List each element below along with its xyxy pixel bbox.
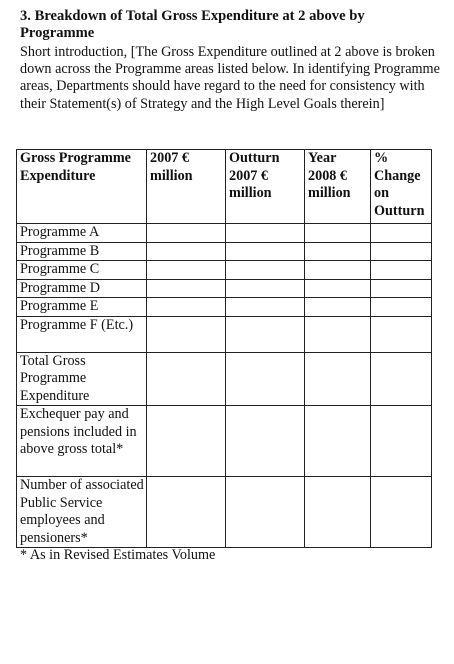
table-cell	[147, 242, 226, 261]
table-cell	[371, 298, 432, 317]
table-cell	[371, 261, 432, 280]
table-cell	[147, 316, 226, 352]
table-row	[17, 224, 432, 243]
table-row	[17, 406, 432, 477]
table-cell	[305, 406, 371, 477]
table-row	[17, 352, 432, 406]
table-row	[17, 316, 432, 352]
table-row	[17, 242, 432, 261]
table-cell	[147, 261, 226, 280]
intro-paragraph: Short introduction, [The Gross Expenditure outlined at 2 above is broken down across the Programme areas listed below. In identifying Programme areas, Departments should have regard to the need for consistency with their Statement(s) of Strategy and the High Level Goals therein]	[20, 44, 440, 112]
table-row	[17, 279, 432, 298]
row-label: Exchequer pay and pensions included in above gross total*	[17, 406, 147, 477]
table-cell	[305, 261, 371, 280]
table-cell	[226, 316, 305, 352]
table-cell	[226, 477, 305, 548]
table-cell	[305, 298, 371, 317]
table-row	[17, 298, 432, 317]
table-cell	[305, 352, 371, 406]
row-label: Number of associated Public Service employees and pensioners*	[17, 477, 147, 548]
header-2007: 2007 € million	[147, 150, 226, 224]
table-cell	[371, 224, 432, 243]
header-percent-change: % Change on Outturn	[371, 150, 432, 224]
section-heading: 3. Breakdown of Total Gross Expenditure at 2 above by Programme	[20, 8, 365, 41]
row-label: Programme E	[17, 298, 147, 317]
row-label: Total Gross Programme Expenditure	[17, 352, 147, 406]
table-row	[17, 261, 432, 280]
row-label: Programme A	[17, 224, 147, 243]
table-cell	[371, 406, 432, 477]
table-cell	[305, 242, 371, 261]
table-cell	[147, 352, 226, 406]
table-cell	[305, 316, 371, 352]
table-cell	[147, 477, 226, 548]
table-cell	[305, 224, 371, 243]
table-cell	[226, 352, 305, 406]
table-cell	[147, 224, 226, 243]
table-row	[17, 477, 432, 548]
row-label: Programme B	[17, 242, 147, 261]
header-outturn-2007: Outturn 2007 € million	[226, 150, 305, 224]
table-cell	[226, 224, 305, 243]
table-cell	[371, 316, 432, 352]
table-cell	[305, 279, 371, 298]
row-label: Programme C	[17, 261, 147, 280]
table-cell	[226, 298, 305, 317]
row-label: Programme D	[17, 279, 147, 298]
table-cell	[147, 406, 226, 477]
footnote: * As in Revised Estimates Volume	[20, 547, 216, 563]
header-year-2008: Year 2008 € million	[305, 150, 371, 224]
row-label: Programme F (Etc.)	[17, 316, 147, 352]
table-cell	[226, 261, 305, 280]
table-cell	[371, 279, 432, 298]
table-cell	[147, 279, 226, 298]
table-cell	[371, 477, 432, 548]
header-gross-programme-expenditure: Gross Programme Expenditure	[17, 150, 147, 224]
table-cell	[226, 242, 305, 261]
table-header-row	[17, 150, 432, 224]
expenditure-table	[16, 149, 432, 548]
table-cell	[371, 242, 432, 261]
table-cell	[305, 477, 371, 548]
table-cell	[371, 352, 432, 406]
table-cell	[226, 406, 305, 477]
table-cell	[147, 298, 226, 317]
table-cell	[226, 279, 305, 298]
